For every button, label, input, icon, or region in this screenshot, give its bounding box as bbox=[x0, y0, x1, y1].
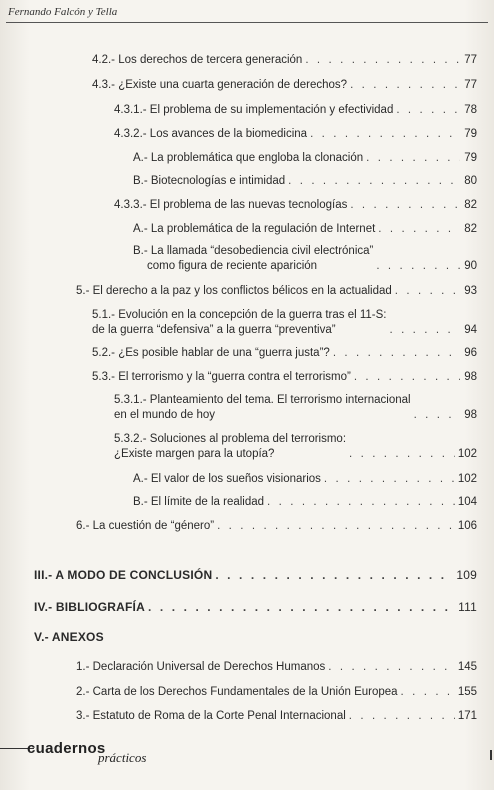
dot-leader bbox=[305, 53, 460, 68]
toc-entry-page: 98 bbox=[464, 371, 477, 383]
toc-entry bbox=[76, 660, 477, 675]
toc-entry bbox=[133, 151, 477, 166]
toc-entry bbox=[76, 685, 477, 700]
dot-leader bbox=[378, 222, 460, 237]
dot-leader bbox=[350, 198, 460, 213]
toc-entry bbox=[92, 53, 477, 68]
toc-section bbox=[34, 630, 104, 645]
toc-entry-title-continuation: ¿Existe margen para la utopía? bbox=[114, 448, 275, 460]
toc-entry-title: B.- El límite de la realidad bbox=[133, 496, 265, 508]
dot-leader bbox=[390, 323, 461, 338]
dot-leader bbox=[324, 472, 455, 487]
toc-entry bbox=[92, 370, 477, 385]
dot-leader bbox=[395, 284, 460, 299]
dot-leader bbox=[366, 151, 460, 166]
series-brand-subtitle: prácticos bbox=[98, 750, 147, 765]
toc-entry-page: 102 bbox=[457, 473, 477, 485]
dot-leader bbox=[396, 103, 460, 118]
toc-entry bbox=[133, 174, 477, 189]
toc-entry-title: B.- La llamada “desobediencia civil electrónica” bbox=[133, 245, 374, 257]
toc-entry-title: 2.- Carta de los Derechos Fundamentales de la Unión Europea bbox=[76, 686, 398, 698]
toc-entry bbox=[114, 127, 477, 142]
toc-entry-title: 5.3.- El terrorismo y la “guerra contra el terrorismo” bbox=[92, 371, 351, 383]
toc-section-page: 109 bbox=[456, 568, 477, 582]
toc-entry-page: 79 bbox=[464, 128, 477, 140]
toc-entry bbox=[133, 495, 477, 510]
toc-entry bbox=[133, 222, 477, 237]
toc-entry-page: 104 bbox=[457, 496, 477, 508]
toc-entry bbox=[76, 284, 477, 299]
toc-entry bbox=[133, 244, 477, 274]
toc-entry bbox=[92, 78, 477, 93]
toc-entry bbox=[76, 709, 477, 724]
dot-leader bbox=[267, 495, 455, 510]
toc-entry-title: 5.- El derecho a la paz y los conflictos bélicos en la actualidad bbox=[76, 285, 392, 297]
toc-entry-title-continuation: de la guerra “defensiva” a la guerra “preventiva” bbox=[92, 324, 336, 336]
toc-section-title: V.- ANEXOS bbox=[34, 630, 104, 644]
toc-entry-page: 82 bbox=[464, 199, 477, 211]
page-edge-mark bbox=[490, 750, 492, 760]
dot-leader bbox=[217, 519, 455, 534]
toc-entry-title: 5.3.2.- Soluciones al problema del terrorismo: bbox=[114, 433, 347, 445]
toc-entry-title: 4.3.2.- Los avances de la biomedicina bbox=[114, 128, 308, 140]
dot-leader bbox=[310, 127, 460, 142]
toc-section-page: 111 bbox=[458, 600, 477, 614]
toc-entry bbox=[114, 393, 477, 423]
toc-entry-title: 5.3.1.- Planteamiento del tema. El terrorismo internacional bbox=[114, 394, 411, 406]
running-header-author: Fernando Falcón y Tella bbox=[8, 6, 118, 18]
toc-entry-title-continuation: como figura de reciente aparición bbox=[147, 260, 318, 272]
toc-entry-page: 93 bbox=[464, 285, 477, 297]
toc-entry-page: 155 bbox=[457, 686, 477, 698]
toc-entry-title-continuation: en el mundo de hoy bbox=[114, 409, 216, 421]
toc-entry-page: 98 bbox=[464, 409, 477, 421]
toc-entry-page: 80 bbox=[464, 175, 477, 187]
toc-entry bbox=[133, 472, 477, 487]
dot-leader bbox=[350, 78, 460, 93]
toc-entry-title: 1.- Declaración Universal de Derechos Humanos bbox=[76, 661, 326, 673]
toc-entry-page: 90 bbox=[464, 260, 477, 272]
toc-entry-title: 4.3.3.- El problema de las nuevas tecnologías bbox=[114, 199, 348, 211]
toc-entry-title: A.- El valor de los sueños visionarios bbox=[133, 473, 321, 485]
toc-section bbox=[34, 600, 477, 615]
toc-entry-page: 77 bbox=[464, 79, 477, 91]
toc-entry bbox=[92, 346, 477, 361]
dot-leader bbox=[376, 259, 460, 274]
toc-entry-page: 79 bbox=[464, 152, 477, 164]
toc-entry-title: 4.3.1.- El problema de su implementación y efectividad bbox=[114, 104, 394, 116]
toc-entry-title: A.- La problemática que engloba la clonación bbox=[133, 152, 364, 164]
dot-leader bbox=[401, 685, 455, 700]
toc-section bbox=[34, 568, 477, 583]
dot-leader bbox=[215, 568, 453, 583]
toc-entry-title: 4.2.- Los derechos de tercera generación bbox=[92, 54, 303, 66]
toc-entry-title: B.- Biotecnologías e intimidad bbox=[133, 175, 286, 187]
series-brand-title: cuadernos bbox=[27, 740, 106, 757]
toc-entry-page: 82 bbox=[464, 223, 477, 235]
dot-leader bbox=[354, 370, 460, 385]
toc-entry bbox=[92, 308, 477, 338]
dot-leader bbox=[333, 346, 460, 361]
dot-leader bbox=[288, 174, 460, 189]
dot-leader bbox=[414, 408, 460, 423]
toc-entry-title: 3.- Estatuto de Roma de la Corte Penal Internacional bbox=[76, 710, 346, 722]
toc-entry-page: 171 bbox=[457, 710, 477, 722]
toc-section-title: IV.- BIBLIOGRAFÍA bbox=[34, 600, 145, 614]
toc-entry-page: 102 bbox=[457, 448, 477, 460]
toc-entry-page: 94 bbox=[464, 324, 477, 336]
toc-entry-page: 96 bbox=[464, 347, 477, 359]
toc-entry-page: 77 bbox=[464, 54, 477, 66]
toc-entry bbox=[76, 519, 477, 534]
toc-entry-title: 6.- La cuestión de “género” bbox=[76, 520, 215, 532]
toc-entry-title: 5.2.- ¿Es posible hablar de una “guerra justa”? bbox=[92, 347, 330, 359]
toc-entry-title: A.- La problemática de la regulación de Internet bbox=[133, 223, 376, 235]
toc-entry-page: 145 bbox=[457, 661, 477, 673]
toc-section-title: III.- A MODO DE CONCLUSIÓN bbox=[34, 568, 213, 582]
toc-entry-title: 4.3.- ¿Existe una cuarta generación de derechos? bbox=[92, 79, 348, 91]
dot-leader bbox=[328, 660, 455, 675]
dot-leader bbox=[148, 600, 455, 615]
dot-leader bbox=[349, 709, 455, 724]
toc-entry bbox=[114, 432, 477, 462]
dot-leader bbox=[349, 447, 455, 462]
toc-entry-page: 78 bbox=[464, 104, 477, 116]
toc-entry-page: 106 bbox=[457, 520, 477, 532]
toc-entry-title: 5.1.- Evolución en la concepción de la guerra tras el 11-S: bbox=[92, 309, 387, 321]
toc-entry bbox=[114, 198, 477, 213]
toc-entry bbox=[114, 103, 477, 118]
